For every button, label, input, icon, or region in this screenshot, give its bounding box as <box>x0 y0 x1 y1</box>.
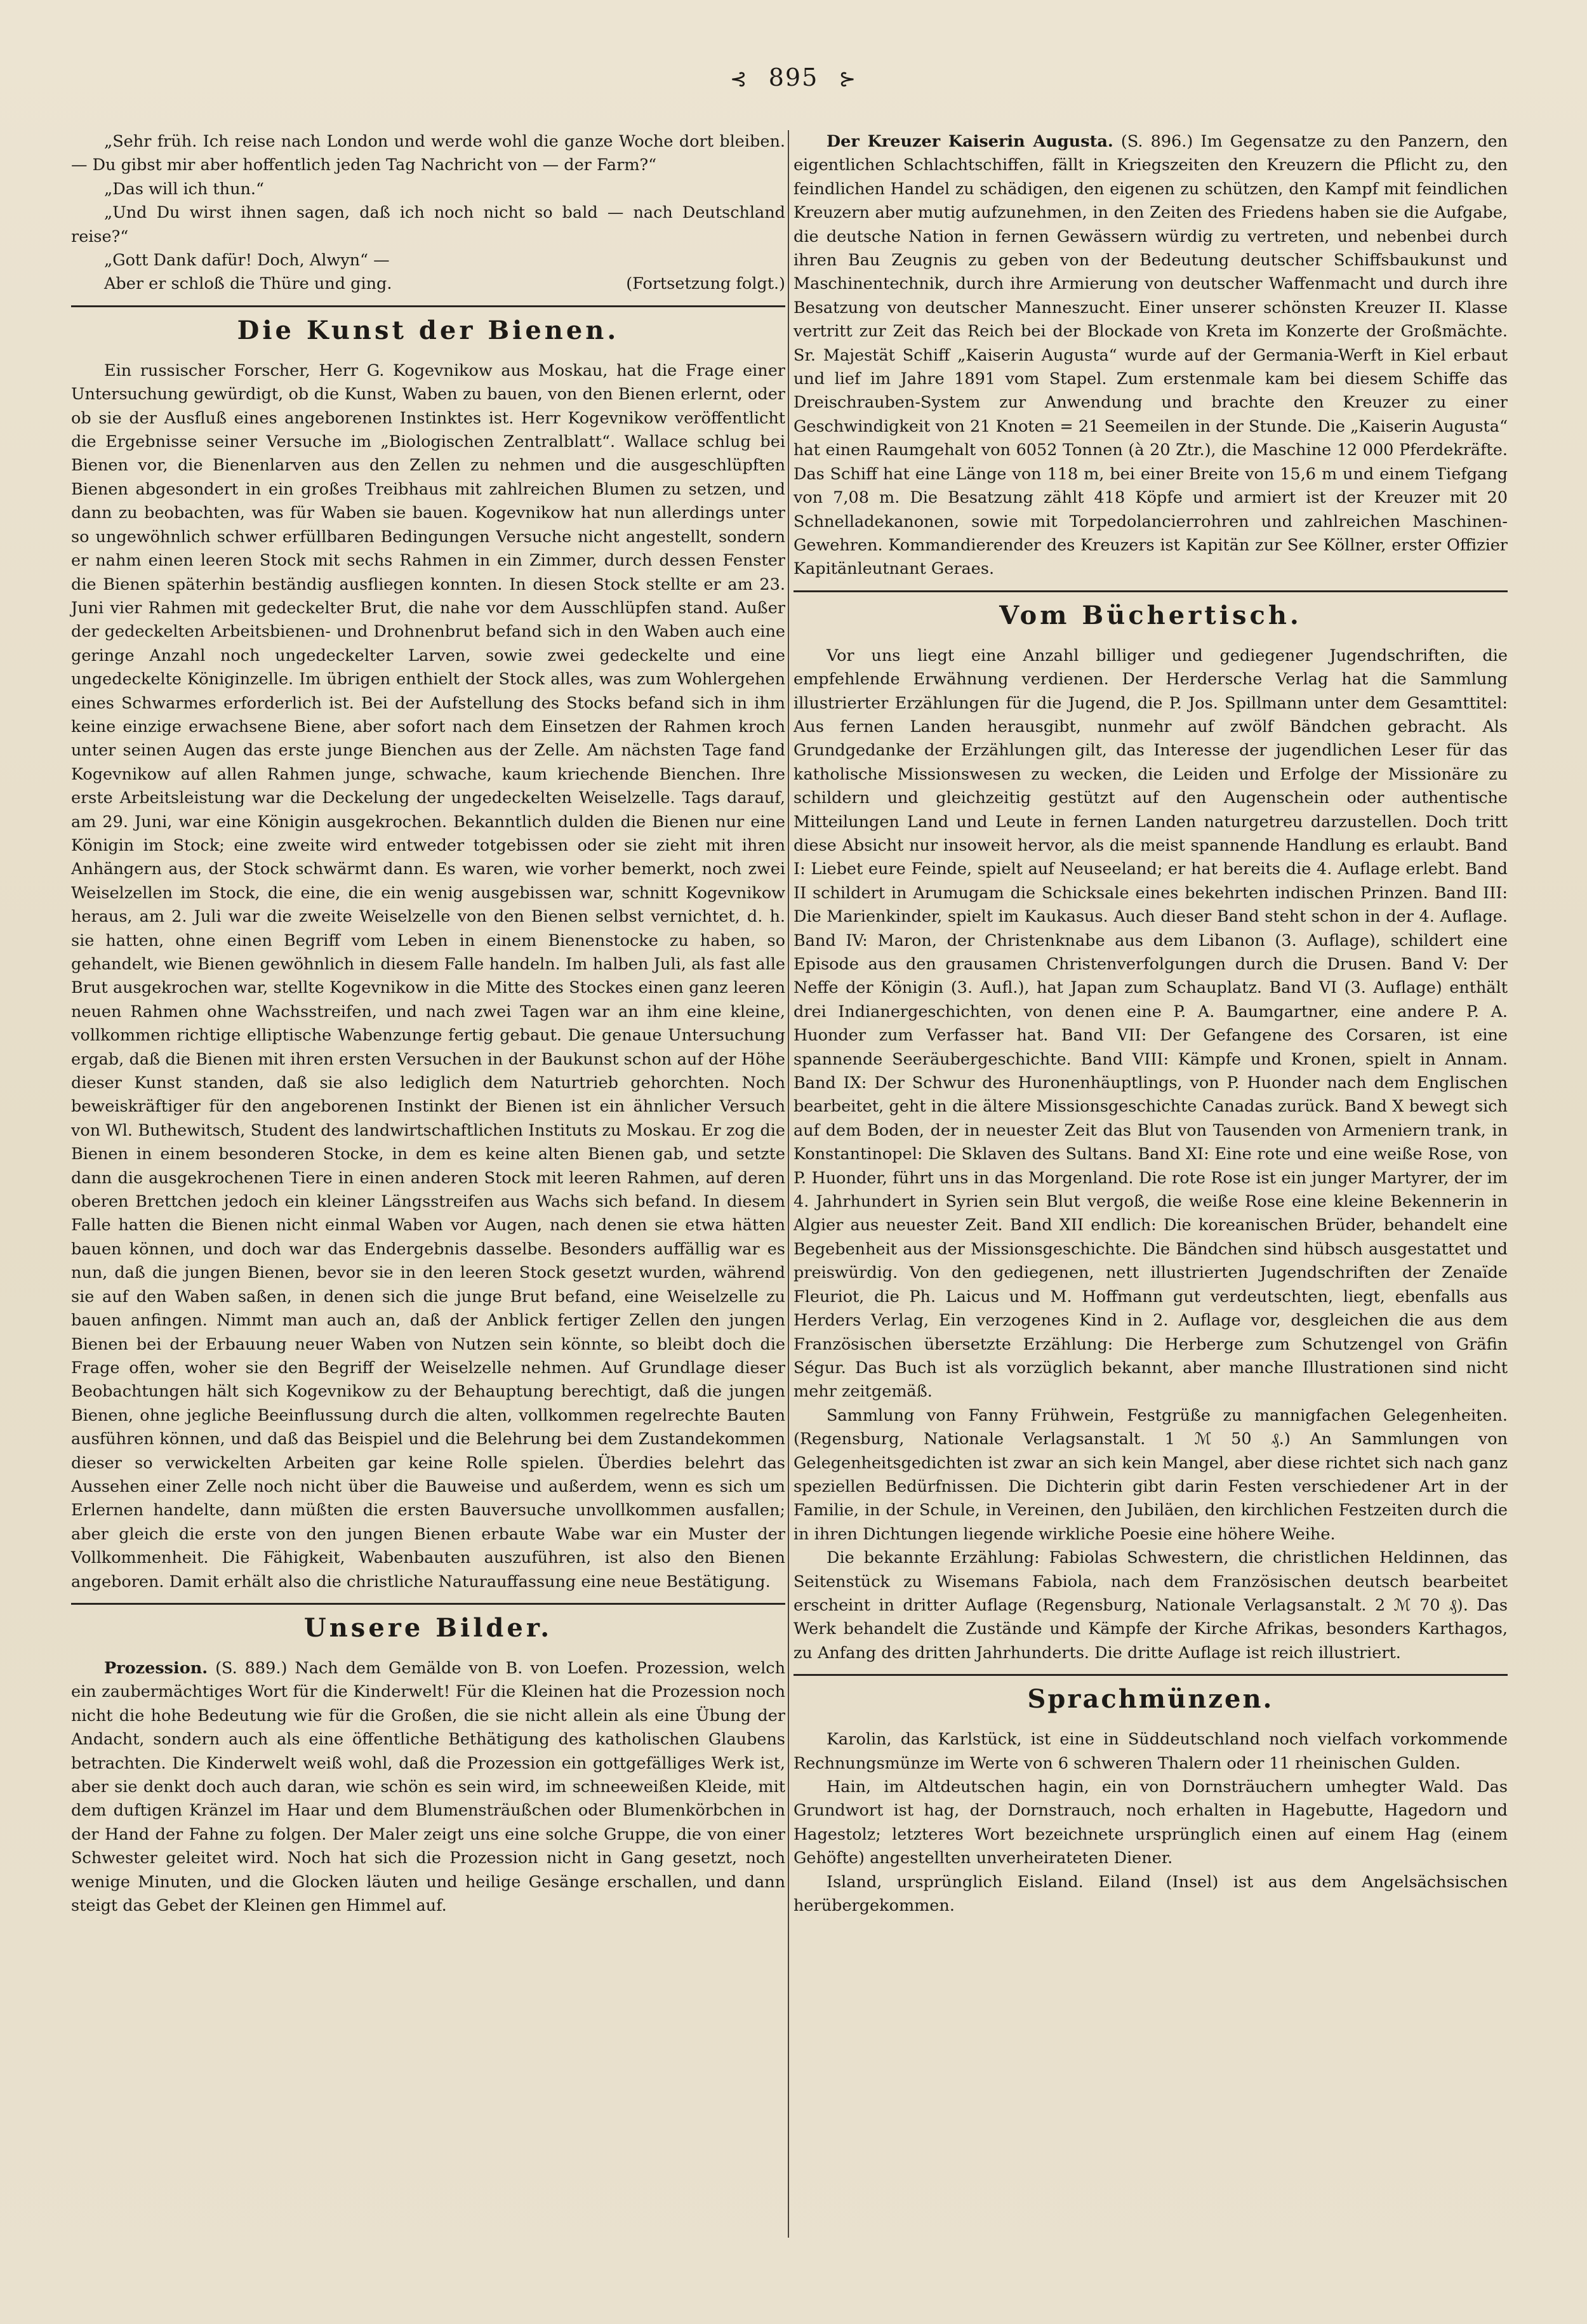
coins-heading: Sprachmünzen. <box>1027 1684 1274 1715</box>
column-divider <box>788 130 789 2238</box>
procession-text: (S. 889.) Nach dem Gemälde von B. von Loefen. Prozession, welch ein zaubermächtiges Wort für die Kinderwelt! Für die Kleinen hat die Prozession noch nicht die hohe Bedeutung wie für die Großen, die sie nicht allein als eine Übung der Andacht, sondern auch als eine öffentliche Bethätigung des katholischen Glaubens betrachten. Die Kinderwelt weiß wohl, daß die Prozession ein gottgefälliges Werk ist, aber sie denkt doch auch daran, wie schön es sein wird, im schneeweißen Kleide, mit dem duftigen Kränzel im Haar und dem Blumensträußchen oder Blumenkörbchen in der Hand der Fahne zu folgen. Der Maler zeigt uns eine solche Gruppe, die von einer Schwester geleitet wird. Noch hat sich die Prozession nicht in Gang gesetzt, noch wenige Minuten, und die Glocken läuten und heilige Gesänge erschallen, und dann steigt das Gebet der Kleinen gen Himmel auf. <box>71 1658 785 1916</box>
section-rule <box>71 305 785 307</box>
dialog-line: „Und Du wirst ihnen sagen, daß ich noch nicht so bald — nach Deutschland reise?“ <box>71 203 785 246</box>
procession-runin: Prozession. <box>104 1658 208 1678</box>
dialog-closing: Aber er schloß die Thüre und ging. <box>104 274 392 294</box>
books-heading: Vom Büchertisch. <box>999 600 1302 630</box>
coins-paragraph: Island, ursprünglich Eisland. Eiland (Insel) ist aus dem Angelsächsischen herübergekommen. <box>794 1872 1508 1916</box>
dialog-line-last <box>71 272 785 296</box>
books-paragraph: Vor uns liegt eine Anzahl billiger und gediegener Jugendschriften, die empfehlende Erwähnung verdienen. Der Herdersche Verlag hat die Sammlung illustrierter Erzählungen für die Jugend, die P. Jos. Spillmann unter dem Gesamttitel: Aus fernen Landen herausgibt, nunmehr auf zwölf Bändchen gebracht. Als Grundgedanke der Erzählungen gilt, das Interesse der jugendlichen Leser für das katholische Missionswesen zu wecken, die Leiden und Erfolge der Missionäre zu schildern und gleichzeitig gestützt auf den Augenschein oder authentische Mitteilungen Land und Leute in fernen Landen naturgetreu darzustellen. Doch tritt diese Absicht nur insoweit hervor, als die meist spannende Handlung es erlaubt. Band I: Liebet eure Feinde, spielt auf Neuseeland; er hat bereits die 4. Auflage erlebt. Band II schildert in Arumugam die Schicksale eines bekehrten indischen Prinzen. Band III: Die Marienkinder, spielt im Kaukasus. Auch dieser Band steht schon in der 4. Auflage. Band IV: Maron, der Christenknabe aus dem Libanon (3. Auflage), schildert eine Episode aus den grausamen Christenverfolgungen durch die Drusen. Band V: Der Neffe der Königin (3. Aufl.), hat Japan zum Schauplatz. Band VI (3. Auflage) enthält drei Indianergeschichten, von denen eine P. A. Baumgartner, eine andere P. A. Huonder zum Verfasser hat. Band VII: Der Gefangene des Corsaren, ist eine spannende Seeräubergeschichte. Band VIII: Kämpfe und Kronen, spielt in Annam. Band IX: Der Schwur des Huronenhäuptlings, von P. Huonder nach dem Englischen bearbeitet, geht in die ältere Missionsgeschichte Canadas zurück. Band X bewegt sich auf dem Boden, der in neuester Zeit das Blut von Tausenden von Armeniern trank, in Konstantinopel: Die Sklaven des Sultans. Band XI: Eine rote und eine weiße Rose, von P. Huonder, führt uns in das Morgenland. Die rote Rose ist ein junger Martyrer, der im 4. Jahrhundert in Syrien sein Blut vergoß, die weiße Rose eine kleine Bekennerin in Algier aus neuester Zeit. Band XII endlich: Die koreanischen Brüder, behandelt eine Begebenheit aus der Missionsgeschichte. Die Bändchen sind hübsch ausgestattet und preiswürdig. Von den gediegenen, nett illustrierten Jugendschriften der Zenaïde Fleuriot, die Ph. Laicus und M. Hoffmann gut verdeutschten, liegt, ebenfalls aus Herders Verlag, Ein verzogenes Kind in 2. Auflage vor, desgleichen die aus dem Französischen übersetzte Erzählung: Die Herberge zum Schutzengel von Gräfin Ségur. Das Buch ist als vorzüglich bekannt, aber manche Illustrationen sind nicht mehr zeitgemäß. <box>794 646 1508 1402</box>
books-paragraph: Sammlung von Fanny Frühwein, Festgrüße zu mannigfachen Gelegenheiten. (Regensburg, Nationale Verlagsanstalt. 1 ℳ 50 ₰.) An Sammlungen von Gelegenheitsgedichten ist zwar an sich kein Mangel, aber diese richtet sich nach ganz speziellen Bedürfnissen. Die Dichterin gibt darin Festen verschiedener Art in der Familie, in der Schule, in Vereinen, den Jubiläen, den kirchlichen Festzeiten durch die in ihren Dichtungen liegende wirkliche Poesie eine höhere Weihe. <box>794 1405 1508 1544</box>
dialog-line: „Das will ich thun.“ <box>104 179 265 199</box>
section-rule <box>794 1674 1508 1676</box>
page-number: 895 <box>768 63 819 91</box>
left-column <box>71 130 785 1918</box>
dialog-line: „Sehr früh. Ich reise nach London und werde wohl die ganze Woche dort bleiben. — Du gibst mir aber hoffentlich jeden Tag Nachricht von — der Farm?“ <box>71 132 785 175</box>
coins-paragraph: Karolin, das Karlstück, ist eine in Süddeutschland noch vielfach vorkommende Rechnungsmünze im Werte von 6 schweren Thalern oder 11 rheinischen Gulden. <box>794 1730 1508 1773</box>
right-column <box>794 130 1508 1918</box>
books-paragraph: Die bekannte Erzählung: Fabiolas Schwestern, die christlichen Heldinnen, das Seitenstück zu Wisemans Fabiola, nach dem Französischen deutsch bearbeitet erscheint in dritter Auflage (Regensburg, Nationale Verlagsanstalt. 2 ℳ 70 ₰). Das Werk behandelt die Zustände und Kämpfe der Kirche Afrikas, besonders Karthagos, zu Anfang des dritten Jahrhunderts. Die dritte Auflage ist reich illustriert. <box>794 1548 1508 1663</box>
cruiser-text: (S. 896.) Im Gegensatze zu den Panzern, den eigentlichen Schlachtschiffen, fällt in Kriegszeiten den Kreuzern die Pflicht zu, den feindlichen Handel zu schädigen, den eigenen zu schützen, den Kampf mit feindlichen Kreuzern aber mutig aufzunehmen, in den Zeiten des Friedens haben sie die Aufgabe, die deutsche Nation in fernen Gewässern würdig zu vertreten, und nebenbei durch ihren Bau Zeugnis zu geben von der Bedeutung deutscher Schiffsbaukunst und Maschinentechnik, durch ihre Armierung von deutscher Waffenmacht und durch ihre Besatzung von deutscher Manneszucht. Einer unserer schönsten Kreuzer II. Klasse vertritt zur Zeit das Reich bei der Blockade von Kreta im Konzerte der Großmächte. Sr. Majestät Schiff „Kaiserin Augusta“ wurde auf der Germania-Werft in Kiel erbaut und lief im Jahre 1891 vom Stapel. Zum erstenmale kam bei diesem Schiffe das Dreischrauben-System zur Anwendung und brachte den Kreuzer zu einer Geschwindigkeit von 21 Knoten = 21 Seemeilen in der Stunde. Die „Kaiserin Augusta“ hat einen Raumgehalt von 6052 Tonnen (à 20 Ztr.), die Maschine 12 000 Pferdekräfte. Das Schiff hat eine Länge von 118 m, bei einer Breite von 15,6 m und einem Tiefgang von 7,08 m. Die Besatzung zählt 418 Köpfe und armiert ist der Kreuzer mit 20 Schnelladekanonen, sowie mit Torpedolancierrohren und zahlreichen Maschinen-Gewehren. Kommandierender des Kreuzers ist Kapitän zur See Köllner, erster Offizier Kapitänleutnant Geraes. <box>794 132 1508 579</box>
ornament-left: ⊰ <box>729 67 748 91</box>
ornament-right: ⊱ <box>839 67 858 91</box>
section-rule <box>71 1603 785 1605</box>
bees-heading: Die Kunst der Bienen. <box>237 315 620 345</box>
procession-paragraph <box>71 1657 785 1918</box>
coins-paragraph: Hain, im Altdeutschen hagin, ein von Dornsträuchern umhegter Wald. Das Grundwort ist hag, der Dornstrauch, noch erhalten in Hagebutte, Hagedorn und Hagestolz; letzteres Wort bezeichnete ursprünglich einen auf einem Hag (einem Gehöfte) angestellten unverheirateten Diener. <box>794 1777 1508 1868</box>
cruiser-runin: Der Kreuzer Kaiserin Augusta. <box>827 132 1113 151</box>
page-header <box>0 63 1587 91</box>
continued-note: (Fortsetzung folgt.) <box>626 274 785 294</box>
cruiser-paragraph <box>794 130 1508 581</box>
pictures-heading: Unsere Bilder. <box>303 1612 553 1643</box>
section-rule <box>794 590 1508 592</box>
bees-paragraph: Ein russischer Forscher, Herr G. Kogevnikow aus Moskau, hat die Frage einer Untersuchung gewürdigt, ob die Kunst, Waben zu bauen, von den Bienen erlernt, oder ob sie der Ausfluß eines angeborenen Instinktes ist. Herr Kogevnikow veröffentlicht die Ergebnisse seiner Versuche im „Biologischen Zentralblatt“. Wallace schlug bei Bienen vor, die Bienenlarven aus den Zellen zu nehmen und die ausgeschlüpften Bienen abgesondert in ein großes Treibhaus mit zahlreichen Blumen zu setzen, und dann zu beobachten, was für Waben sie bauen. Kogevnikow hat nun allerdings unter so ungewöhnlich schwer erfüllbaren Bedingungen Versuche nicht angestellt, sondern er nahm einen leeren Stock mit sechs Rahmen in ein Zimmer, durch dessen Fenster die Bienen späterhin beständig ausfliegen konnten. In diesen Stock stellte er am 23. Juni vier Rahmen mit gedeckelter Brut, die nahe vor dem Ausschlüpfen stand. Außer der gedeckelten Arbeitsbienen- und Drohnenbrut befand sich in den Waben auch eine geringe Anzahl noch ungedeckelter Larven, sowie zwei gedeckelte und eine ungedeckelte Königinzelle. Im übrigen enthielt der Stock alles, was zum Wohlergehen eines Schwarmes erforderlich ist. Bei der Aufstellung des Stocks befand sich in ihm keine einzige erwachsene Biene, aber sofort nach dem Einsetzen der Rahmen kroch unter seinen Augen das erste junge Bienchen aus der Zelle. Am nächsten Tage fand Kogevnikow auf allen Rahmen junge, schwache, kaum kriechende Bienchen. Ihre erste Arbeitsleistung war die Deckelung der ungedeckelten Weiselzelle. Tags darauf, am 29. Juni, war eine Königin ausgekrochen. Bekanntlich dulden die Bienen nur eine Königin im Stock; eine zweite wird entweder totgebissen oder sie zieht mit ihren Anhängern aus, der Stock schwärmt dann. Es waren, wie vorher bemerkt, noch zwei Weiselzellen im Stock, die eine, die ein wenig ausgebissen war, schnitt Kogevnikow heraus, am 2. Juli war die zweite Weiselzelle von den Bienen selbst vernichtet, d. h. sie hatten, ohne einen Begriff vom Leben in einem Bienenstocke zu haben, so gehandelt, wie Bienen gewöhnlich in diesem Falle handeln. Im halben Juli, als fast alle Brut ausgekrochen war, stellte Kogevnikow in die Mitte des Stockes einen ganz leeren neuen Rahmen ohne Wachsstreifen, und nach zwei Tagen war an ihm eine kleine, vollkommen richtige elliptische Wabenzunge fertig gebaut. Die genaue Untersuchung ergab, daß die Bienen mit ihren ersten Versuchen in der Baukunst schon auf der Höhe dieser Kunst standen, daß sie also lediglich dem Naturtrieb gehorchten. Noch beweiskräftiger für den angeborenen Instinkt der Bienen ist ein ähnlicher Versuch von Wl. Buthewitsch, Student des landwirtschaftlichen Instituts zu Moskau. Er zog die Bienen in einem besonderen Stocke, in dem es keine alten Bienen gab, und setzte dann die ausgekrochenen Tiere in einen anderen Stock mit leeren Rahmen, auf deren oberen Brettchen jedoch ein kleiner Längsstreifen aus Wachs sich befand. In diesem Falle hatten die Bienen nicht einmal Waben vor Augen, nach denen sie etwa hätten bauen können, und doch war das Endergebnis dasselbe. Besonders auffällig war es nun, daß die jungen Bienen, bevor sie in den leeren Stock gesetzt wurden, während sie auf den Waben saßen, in denen sich die junge Brut befand, eine Weiselzelle zu bauen anfingen. Nimmt man auch an, daß der Anblick fertiger Zellen den jungen Bienen bei der Erbauung neuer Waben von Nutzen sein könnte, so bleibt doch die Frage offen, woher sie den Begriff der Weiselzelle nehmen. Auf Grundlage dieser Beobachtungen hält sich Kogevnikow zu der Behauptung berechtigt, daß die jungen Bienen, ohne jegliche Beeinflussung durch die alten, vollkommen regelrechte Bauten ausführen können, und daß das Beispiel und die Belehrung bei dem Zustandekommen dieser so verwickelten Arbeiten gar keine Rolle spielen. Überdies belehrt das Aussehen einer Zelle noch nicht über die Bauweise und außerdem, wenn es sich um Erlernen handelte, dann müßten die ersten Bauversuche unvollkommen ausfallen; aber gleich die erste von den jungen Bienen erbaute Wabe war ein Muster der Vollkommenheit. Die Fähigkeit, Wabenbauten auszuführen, ist also den Bienen angeboren. Damit erhält also die christliche Naturauffassung eine neue Bestätigung. <box>71 361 785 1591</box>
dialog-line: „Gott Dank dafür! Doch, Alwyn“ — <box>104 251 390 270</box>
